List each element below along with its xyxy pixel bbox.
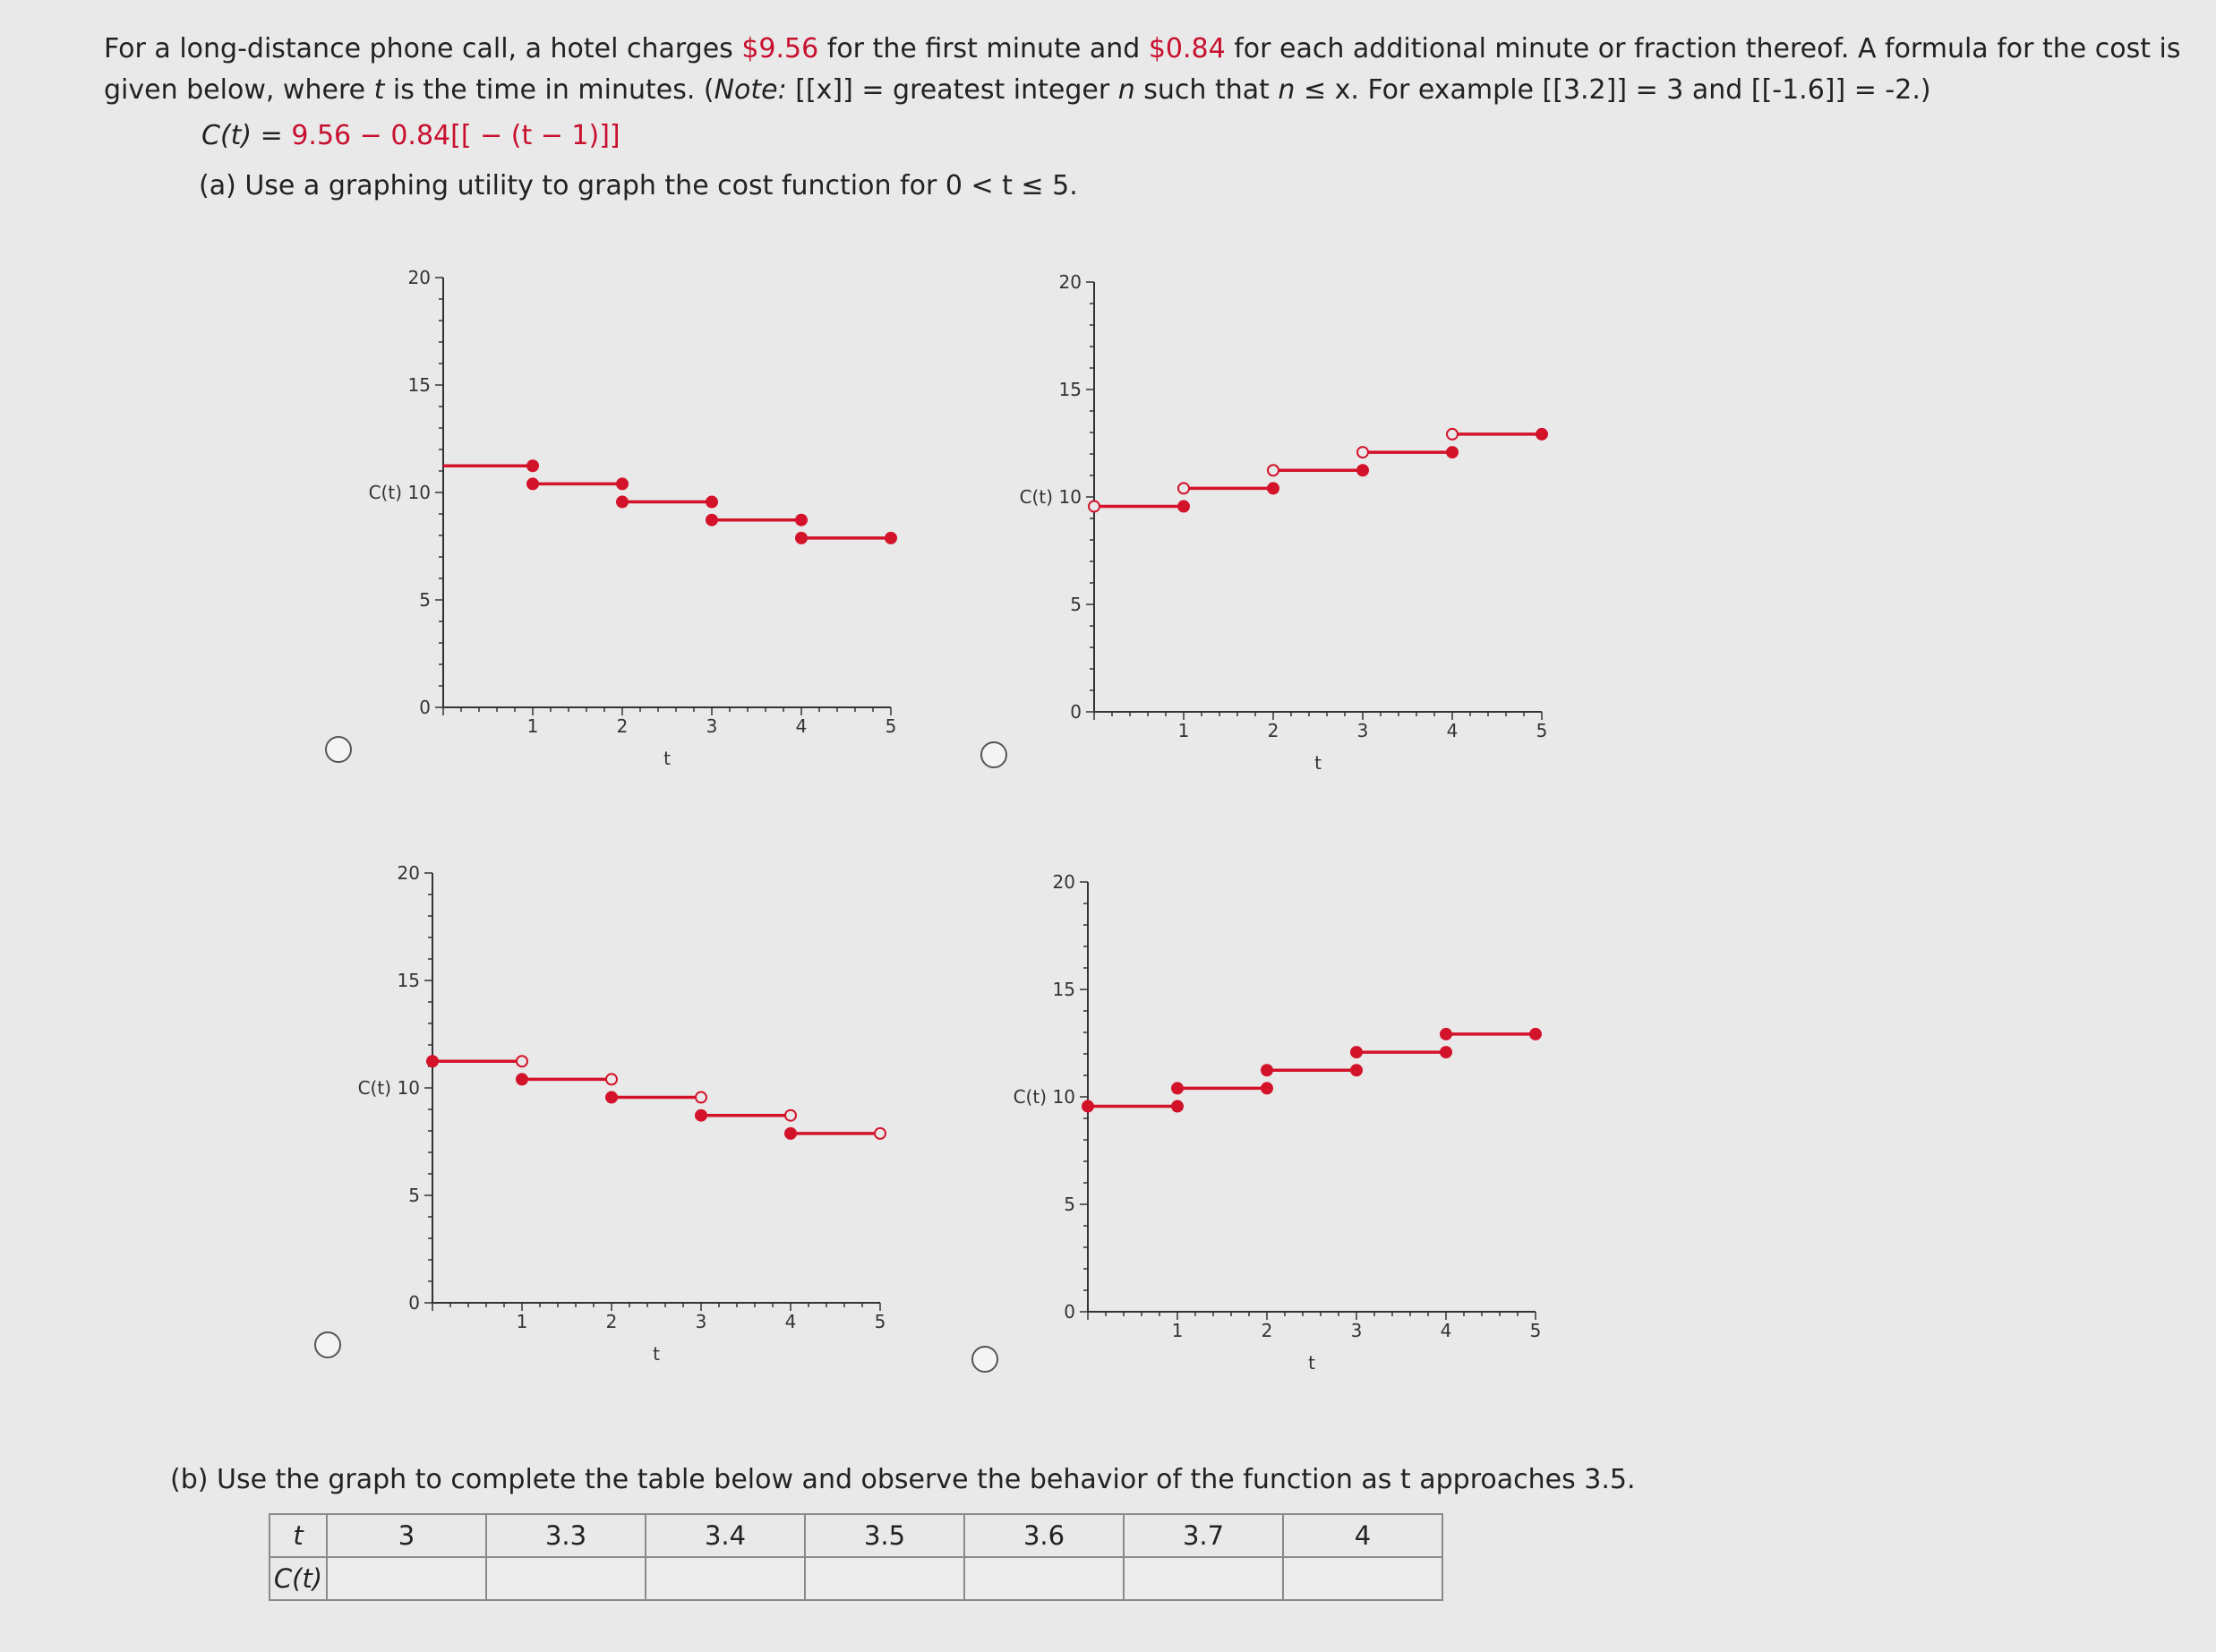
closed-point [1351,1065,1362,1075]
y-tick-label: 0 [1064,1301,1075,1322]
y-axis-label: C(t) [357,1077,391,1099]
closed-point [527,478,538,489]
x-tick-label: 4 [795,715,808,737]
graph-svg [989,855,1544,1374]
x-tick-label: 1 [1171,1320,1184,1341]
open-point [606,1074,617,1084]
y-tick-label: 10 [397,1077,420,1099]
x-tick-label: 5 [874,1311,886,1332]
closed-point [1530,1029,1541,1040]
closed-point [1441,1029,1451,1040]
open-point [696,1092,706,1103]
open-point [1268,465,1279,475]
part-a-prompt: (a) Use a graphing utility to graph the cost function for 0 < t ≤ 5. [199,170,1078,201]
y-tick-label: 5 [1070,594,1082,615]
closed-point [606,1092,617,1103]
closed-point [796,533,807,544]
closed-point [427,1056,438,1066]
y-tick-label: 5 [1064,1194,1075,1215]
y-axis-label: C(t) [1013,1086,1047,1108]
closed-point [1447,447,1458,458]
x-tick-label: 2 [1267,720,1279,741]
graph-svg [334,846,889,1365]
y-axis-label: C(t) [1019,486,1053,508]
c-header: C(t) [270,1557,327,1600]
problem-statement: For a long-distance phone call, a hotel charges $9.56 for the first minute and $0.84 for each additional minute or fraction thereof. A formula for the cost is given below, where t is the time in minutes. (Note: [[x]] = greatest integer n such that n ≤ x. For example [[3.2]] = 3 and [[-1.6]] = -2.) [104,33,2181,106]
x-tick-label: 4 [1446,720,1459,741]
t-value: 4 [1283,1514,1442,1557]
y-tick-label: 20 [1058,271,1082,293]
y-tick-label: 0 [408,1292,420,1314]
closed-point [706,497,717,508]
y-tick-label: 20 [397,862,420,884]
open-point [517,1056,527,1066]
y-axis-label: C(t) [368,482,402,503]
y-tick-label: 10 [1058,486,1082,508]
x-tick-label: 5 [1529,1320,1542,1341]
y-tick-label: 0 [1070,701,1082,723]
closed-point [696,1110,706,1121]
closed-point [886,533,896,544]
closed-point [785,1128,796,1139]
x-tick-label: 2 [605,1311,618,1332]
y-tick-label: 5 [419,589,431,611]
x-tick-label: 1 [1177,720,1190,741]
x-tick-label: 2 [616,715,629,737]
x-tick-label: 5 [1536,720,1548,741]
open-point [875,1128,886,1139]
radio-option-1[interactable] [325,736,352,763]
x-axis-label: t [653,1343,660,1365]
y-tick-label: 10 [1052,1086,1075,1108]
y-tick-label: 0 [419,697,431,718]
closed-point [1351,1047,1362,1057]
x-axis-label: t [663,748,671,769]
closed-point [1172,1101,1183,1112]
x-tick-label: 1 [526,715,539,737]
c-input-cell[interactable] [327,1557,486,1600]
closed-point [1172,1083,1183,1093]
c-input-cell[interactable] [486,1557,646,1600]
x-tick-label: 3 [1350,1320,1363,1341]
closed-point [617,497,628,508]
closed-point [1262,1083,1272,1093]
values-table [269,1513,1443,1601]
x-axis-label: t [1314,752,1322,774]
cost-formula: C(t) = 9.56 − 0.84[[ − (t − 1)]] [201,120,620,151]
open-point [1447,429,1458,440]
closed-point [1441,1047,1451,1057]
x-tick-label: 4 [1440,1320,1452,1341]
graph-option-2 [996,255,1551,774]
y-tick-label: 5 [408,1185,420,1206]
t-value: 3.6 [964,1514,1124,1557]
y-tick-label: 20 [407,267,431,288]
t-value: 3.7 [1124,1514,1283,1557]
radio-option-2[interactable] [980,741,1007,768]
t-value: 3.3 [486,1514,646,1557]
radio-option-3[interactable] [314,1331,341,1358]
closed-point [706,515,717,526]
additional-minute-rate: $0.84 [1148,33,1226,64]
x-tick-label: 1 [516,1311,528,1332]
closed-point [1268,483,1279,493]
radio-option-4[interactable] [971,1346,998,1373]
graph-svg [345,251,900,769]
open-point [1089,501,1099,512]
graph-option-4 [989,855,1544,1374]
c-input-cell[interactable] [1124,1557,1283,1600]
closed-point [527,460,538,471]
open-point [1357,447,1368,458]
closed-point [1178,501,1189,512]
open-point [785,1110,796,1121]
x-tick-label: 3 [706,715,718,737]
t-value: 3.4 [646,1514,805,1557]
part-b-prompt: (b) Use the graph to complete the table below and observe the behavior of the function as t approaches 3.5. [170,1464,1636,1495]
closed-point [796,515,807,526]
open-point [1178,483,1189,493]
graph-svg [996,255,1551,774]
x-tick-label: 4 [784,1311,797,1332]
x-axis-label: t [1308,1352,1315,1374]
first-minute-rate: $9.56 [741,33,819,64]
t-value: 3 [327,1514,486,1557]
c-input-cell[interactable] [964,1557,1124,1600]
closed-point [617,478,628,489]
c-row [270,1557,1442,1600]
closed-point [1082,1101,1093,1112]
y-tick-label: 15 [1052,979,1075,1000]
closed-point [1357,465,1368,475]
y-tick-label: 15 [1058,379,1082,400]
x-tick-label: 2 [1261,1320,1273,1341]
graph-option-3 [334,846,889,1365]
y-tick-label: 20 [1052,871,1075,893]
y-tick-label: 15 [407,374,431,396]
graph-option-1 [345,251,900,769]
c-input-cell[interactable] [805,1557,964,1600]
t-header: t [270,1514,327,1557]
closed-point [517,1074,527,1084]
x-tick-label: 3 [695,1311,707,1332]
c-input-cell[interactable] [1283,1557,1442,1600]
x-tick-label: 3 [1356,720,1369,741]
closed-point [1536,429,1547,440]
y-tick-label: 15 [397,970,420,991]
y-tick-label: 10 [407,482,431,503]
t-row [270,1514,1442,1557]
closed-point [1262,1065,1272,1075]
t-value: 3.5 [805,1514,964,1557]
x-tick-label: 5 [885,715,897,737]
c-input-cell[interactable] [646,1557,805,1600]
